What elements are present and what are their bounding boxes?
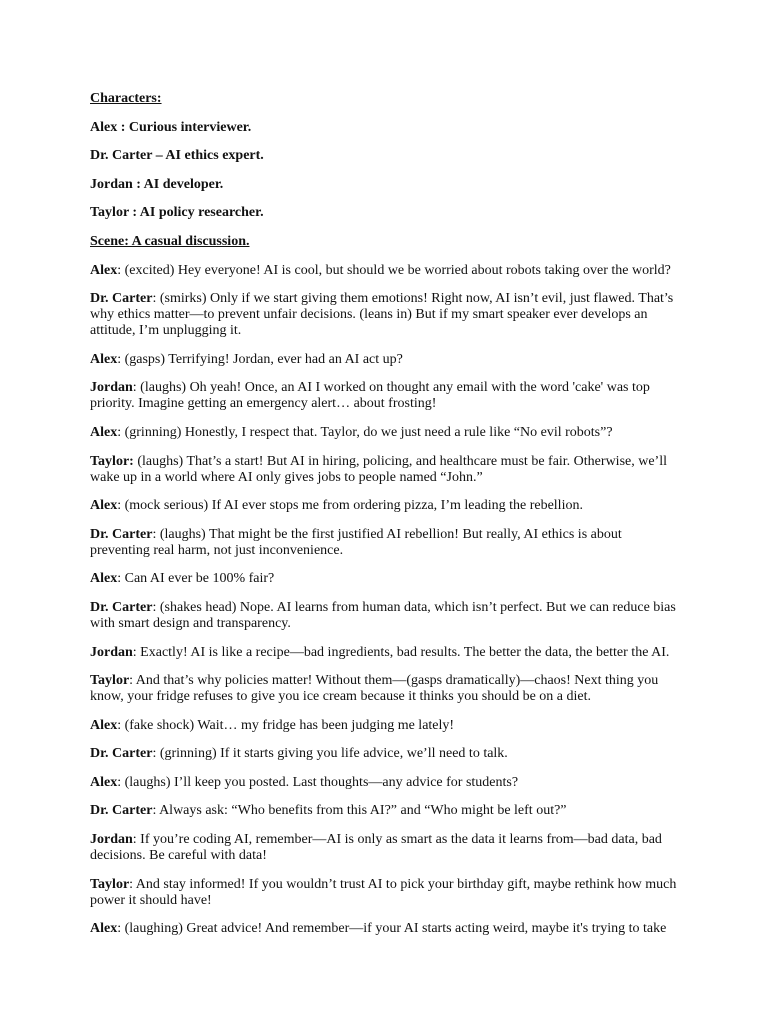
dialogue-text: : And that’s why policies matter! Without them—(gasps dramatically)—chaos! Next thing you know, your fridge refuses to give you ice cream because it thinks you should be on a diet. (90, 673, 659, 705)
speaker-name: Alex (90, 921, 118, 937)
dialogue-line (90, 454, 682, 486)
speaker-name: Taylor: (90, 453, 134, 469)
scene-heading: Scene: A casual discussion. (90, 233, 250, 249)
document-page (90, 91, 682, 950)
speaker-name: Dr. Carter (90, 803, 153, 819)
character-taylor: Taylor : AI policy researcher. (90, 205, 264, 221)
dialogue-line (90, 425, 682, 441)
dialogue-text: : (shakes head) Nope. AI learns from human data, which isn’t perfect. But we can reduce bias with smart design and transparency. (90, 599, 676, 631)
speaker-name: Dr. Carter (90, 526, 153, 542)
dialogue-line (90, 352, 682, 368)
dialogue-text: : (grinning) If it starts giving you life advice, we’ll need to talk. (152, 746, 508, 762)
dialogue-text: : (excited) Hey everyone! AI is cool, but should we be worried about robots taking over the world? (117, 262, 671, 278)
character-dr-carter: Dr. Carter – AI ethics expert. (90, 148, 264, 164)
character-jordan: Jordan : AI developer. (90, 176, 224, 192)
speaker-name: Jordan (90, 380, 133, 396)
speaker-name: Jordan (90, 644, 133, 660)
characters-heading: Characters: (90, 91, 162, 106)
dialogue-text: (laughs) That’s a start! But AI in hiring, policing, and healthcare must be fair. Otherwise, we’ll wake up in a world where AI only gives jobs to people named “John.” (90, 453, 667, 485)
dialogue-line (90, 527, 682, 559)
speaker-name: Alex (90, 351, 118, 367)
dialogue-line (90, 263, 682, 279)
dialogue-text: : And stay informed! If you wouldn’t trust AI to pick your birthday gift, maybe rethink how much power it should have! (90, 876, 677, 908)
dialogue-line (90, 832, 682, 864)
dialogue-line (90, 380, 682, 412)
speaker-name: Dr. Carter (90, 746, 153, 762)
speaker-name: Taylor (90, 673, 130, 689)
dialogue-line (90, 803, 682, 819)
dialogue-text: : (laughs) Oh yeah! Once, an AI I worked on thought any email with the word 'cake' was top priority. Imagine getting an emergency alert… about frosting! (90, 380, 650, 412)
speaker-name: Alex (90, 498, 118, 514)
speaker-name: Dr. Carter (90, 599, 153, 615)
dialogue-text: : If you’re coding AI, remember—AI is only as smart as the data it learns from—bad data, bad decisions. Be careful with data! (90, 832, 662, 864)
dialogue-line (90, 498, 682, 514)
character-alex: Alex : Curious interviewer. (90, 119, 252, 135)
dialogue-line (90, 718, 682, 734)
dialogue-line (90, 600, 682, 632)
dialogue-text: : Always ask: “Who benefits from this AI?” and “Who might be left out?” (152, 803, 567, 819)
dialogue-text: : (mock serious) If AI ever stops me from ordering pizza, I’m leading the rebellion. (117, 498, 583, 514)
dialogue-text: : (laughs) I’ll keep you posted. Last thoughts—any advice for students? (117, 774, 519, 790)
speaker-name: Taylor (90, 876, 130, 892)
dialogue-text: : Can AI ever be 100% fair? (117, 571, 275, 587)
dialogue-line (90, 645, 682, 661)
dialogue-line (90, 291, 682, 339)
dialogue-line (90, 775, 682, 791)
speaker-name: Jordan (90, 832, 133, 848)
dialogue-text: : (smirks) Only if we start giving them emotions! Right now, AI isn’t evil, just flawed. That’s why ethics matter—to prevent unfair decisions. (leans in) But if my smart speaker ever develops an attitude, I’m unplugging it. (90, 291, 674, 339)
dialogue-text: : Exactly! AI is like a recipe—bad ingredients, bad results. The better the data, the better the AI. (132, 644, 670, 660)
dialogue-line (90, 571, 682, 587)
speaker-name: Alex (90, 262, 118, 278)
speaker-name: Alex (90, 717, 118, 733)
dialogue-line (90, 877, 682, 909)
dialogue-text: : (laughing) Great advice! And remember—if your AI starts acting weird, maybe it's trying to take (117, 921, 667, 937)
dialogue-line (90, 746, 682, 762)
speaker-name: Alex (90, 774, 118, 790)
speaker-name: Dr. Carter (90, 291, 153, 307)
dialogue-text: : (gasps) Terrifying! Jordan, ever had an AI act up? (117, 351, 403, 367)
speaker-name: Alex (90, 571, 118, 587)
dialogue-text: : (fake shock) Wait… my fridge has been judging me lately! (117, 717, 455, 733)
speaker-name: Alex (90, 424, 118, 440)
dialogue-text: : (laughs) That might be the first justified AI rebellion! But really, AI ethics is about preventing real harm, not just inconvenience. (90, 526, 622, 558)
dialogue-line (90, 921, 682, 937)
dialogue-line (90, 673, 682, 705)
dialogue-text: : (grinning) Honestly, I respect that. Taylor, do we just need a rule like “No evil robots”? (117, 424, 613, 440)
